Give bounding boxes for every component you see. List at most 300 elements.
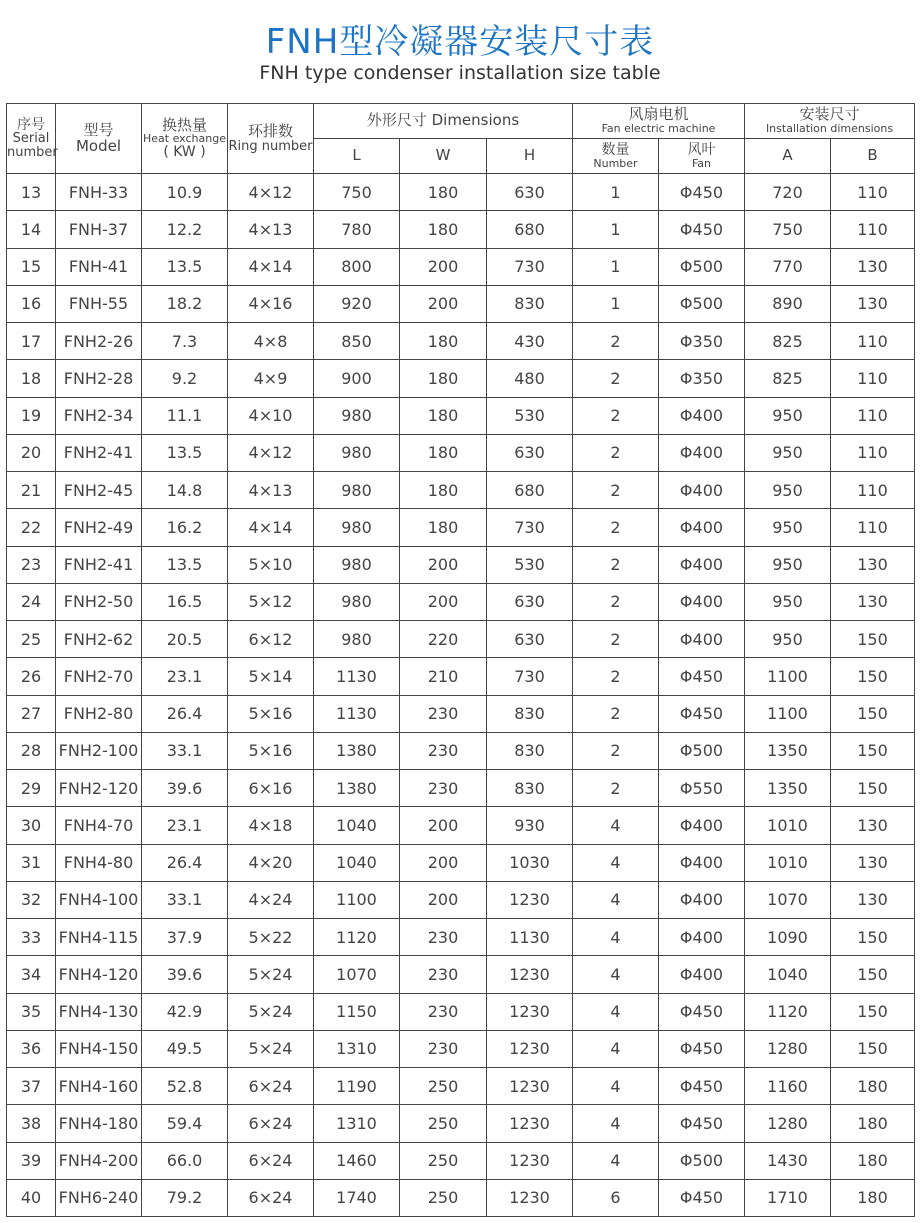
cell-model: FNH2-34 <box>56 397 142 434</box>
cell-ring: 4×10 <box>228 397 314 434</box>
cell-length: 980 <box>314 509 400 546</box>
cell-heat: 39.6 <box>142 956 228 993</box>
cell-ring: 4×13 <box>228 472 314 509</box>
cell-length: 1740 <box>314 1179 400 1216</box>
cell-width: 180 <box>400 397 487 434</box>
cell-model: FNH2-28 <box>56 360 142 397</box>
cell-height: 1230 <box>487 1142 573 1179</box>
cell-height: 1230 <box>487 993 573 1030</box>
header-heat-en: Heat exchange <box>143 132 226 146</box>
cell-ring: 4×13 <box>228 211 314 248</box>
cell-fan-count: 6 <box>573 1179 659 1216</box>
table-row <box>7 583 915 620</box>
cell-width: 200 <box>400 285 487 322</box>
cell-model: FNH4-70 <box>56 807 142 844</box>
cell-height: 830 <box>487 695 573 732</box>
cell-width: 230 <box>400 1030 487 1067</box>
cell-install-a: 950 <box>745 583 831 620</box>
cell-install-a: 1160 <box>745 1068 831 1105</box>
table-row <box>7 881 915 918</box>
cell-serial: 17 <box>7 323 56 360</box>
cell-ring: 5×16 <box>228 732 314 769</box>
cell-fan-blade: Φ450 <box>659 1105 745 1142</box>
cell-width: 180 <box>400 472 487 509</box>
cell-fan-blade: Φ400 <box>659 956 745 993</box>
cell-heat: 52.8 <box>142 1068 228 1105</box>
cell-install-a: 1350 <box>745 732 831 769</box>
cell-model: FNH4-80 <box>56 844 142 881</box>
cell-serial: 34 <box>7 956 56 993</box>
cell-height: 1230 <box>487 1179 573 1216</box>
header-install-cn: 安装尺寸 <box>799 105 860 124</box>
cell-model: FNH2-41 <box>56 434 142 471</box>
cell-length: 1040 <box>314 844 400 881</box>
cell-height: 730 <box>487 509 573 546</box>
cell-install-b: 130 <box>831 285 915 322</box>
cell-length: 1040 <box>314 807 400 844</box>
cell-install-b: 150 <box>831 732 915 769</box>
cell-serial: 27 <box>7 695 56 732</box>
cell-install-b: 180 <box>831 1105 915 1142</box>
cell-model: FNH2-45 <box>56 472 142 509</box>
cell-fan-blade: Φ450 <box>659 993 745 1030</box>
cell-heat: 10.9 <box>142 174 228 211</box>
cell-length: 1130 <box>314 695 400 732</box>
cell-length: 780 <box>314 211 400 248</box>
cell-heat: 42.9 <box>142 993 228 1030</box>
header-serial <box>7 104 56 174</box>
cell-install-a: 950 <box>745 509 831 546</box>
header-L-label: L <box>352 146 361 165</box>
cell-serial: 22 <box>7 509 56 546</box>
cell-height: 680 <box>487 211 573 248</box>
cell-serial: 19 <box>7 397 56 434</box>
cell-install-b: 130 <box>831 807 915 844</box>
table-row <box>7 285 915 322</box>
cell-heat: 16.5 <box>142 583 228 620</box>
table-row <box>7 919 915 956</box>
cell-fan-count: 1 <box>573 248 659 285</box>
cell-install-b: 180 <box>831 1142 915 1179</box>
cell-install-b: 180 <box>831 1068 915 1105</box>
cell-model: FNH4-150 <box>56 1030 142 1067</box>
table-row <box>7 807 915 844</box>
cell-install-a: 950 <box>745 472 831 509</box>
cell-model: FNH4-160 <box>56 1068 142 1105</box>
table-row <box>7 472 915 509</box>
cell-height: 630 <box>487 621 573 658</box>
cell-heat: 33.1 <box>142 881 228 918</box>
cell-fan-count: 2 <box>573 323 659 360</box>
cell-install-b: 130 <box>831 248 915 285</box>
cell-fan-blade: Φ550 <box>659 770 745 807</box>
header-install-en: Installation dimensions <box>765 122 894 136</box>
table-row <box>7 956 915 993</box>
cell-ring: 5×24 <box>228 993 314 1030</box>
table-row <box>7 1068 915 1105</box>
header-fan-cn: 风扇电机 <box>628 105 689 124</box>
cell-height: 430 <box>487 323 573 360</box>
table-row <box>7 360 915 397</box>
cell-fan-count: 2 <box>573 658 659 695</box>
cell-serial: 29 <box>7 770 56 807</box>
cell-model: FNH2-26 <box>56 323 142 360</box>
cell-heat: 26.4 <box>142 695 228 732</box>
cell-height: 630 <box>487 174 573 211</box>
cell-height: 1230 <box>487 881 573 918</box>
cell-model: FNH2-100 <box>56 732 142 769</box>
size-table <box>6 103 915 1217</box>
cell-serial: 31 <box>7 844 56 881</box>
cell-width: 230 <box>400 732 487 769</box>
cell-length: 1100 <box>314 881 400 918</box>
cell-length: 1380 <box>314 770 400 807</box>
header-model-en: Model <box>75 136 122 155</box>
cell-install-b: 130 <box>831 583 915 620</box>
cell-fan-count: 4 <box>573 993 659 1030</box>
cell-fan-count: 4 <box>573 1068 659 1105</box>
cell-heat: 39.6 <box>142 770 228 807</box>
header-model-cn: 型号 <box>83 120 114 139</box>
cell-serial: 23 <box>7 546 56 583</box>
cell-ring: 5×22 <box>228 919 314 956</box>
cell-ring: 4×12 <box>228 434 314 471</box>
cell-serial: 39 <box>7 1142 56 1179</box>
cell-ring: 5×24 <box>228 956 314 993</box>
cell-width: 180 <box>400 360 487 397</box>
cell-length: 850 <box>314 323 400 360</box>
header-ring-en: Ring number <box>228 138 313 154</box>
cell-width: 220 <box>400 621 487 658</box>
cell-height: 1230 <box>487 1030 573 1067</box>
header-serial-en1: Serial <box>12 131 50 147</box>
cell-model: FNH2-70 <box>56 658 142 695</box>
header-A-label: A <box>782 146 793 165</box>
cell-heat: 9.2 <box>142 360 228 397</box>
cell-install-a: 1710 <box>745 1179 831 1216</box>
cell-install-b: 130 <box>831 844 915 881</box>
cell-fan-blade: Φ500 <box>659 1142 745 1179</box>
cell-width: 180 <box>400 509 487 546</box>
cell-width: 230 <box>400 956 487 993</box>
cell-fan-blade: Φ450 <box>659 695 745 732</box>
cell-heat: 59.4 <box>142 1105 228 1142</box>
cell-ring: 4×14 <box>228 248 314 285</box>
cell-fan-blade: Φ450 <box>659 174 745 211</box>
cell-width: 230 <box>400 993 487 1030</box>
cell-serial: 36 <box>7 1030 56 1067</box>
cell-fan-blade: Φ450 <box>659 1068 745 1105</box>
cell-fan-count: 4 <box>573 1105 659 1142</box>
cell-fan-count: 2 <box>573 546 659 583</box>
table-row <box>7 993 915 1030</box>
cell-length: 980 <box>314 546 400 583</box>
cell-ring: 6×24 <box>228 1142 314 1179</box>
cell-model: FNH4-130 <box>56 993 142 1030</box>
cell-width: 200 <box>400 546 487 583</box>
cell-height: 1230 <box>487 1105 573 1142</box>
cell-width: 200 <box>400 844 487 881</box>
cell-ring: 4×24 <box>228 881 314 918</box>
cell-fan-blade: Φ450 <box>659 211 745 248</box>
table-row <box>7 211 915 248</box>
cell-height: 480 <box>487 360 573 397</box>
cell-height: 530 <box>487 546 573 583</box>
cell-height: 1030 <box>487 844 573 881</box>
cell-height: 1130 <box>487 919 573 956</box>
cell-fan-count: 4 <box>573 919 659 956</box>
cell-fan-blade: Φ350 <box>659 323 745 360</box>
cell-serial: 33 <box>7 919 56 956</box>
cell-install-a: 720 <box>745 174 831 211</box>
cell-install-a: 890 <box>745 285 831 322</box>
cell-height: 1230 <box>487 1068 573 1105</box>
cell-height: 830 <box>487 770 573 807</box>
header-fan-en: Fan electric machine <box>601 122 716 136</box>
cell-fan-blade: Φ400 <box>659 919 745 956</box>
cell-model: FNH2-50 <box>56 583 142 620</box>
cell-install-b: 110 <box>831 211 915 248</box>
cell-fan-blade: Φ350 <box>659 360 745 397</box>
cell-serial: 30 <box>7 807 56 844</box>
cell-fan-count: 1 <box>573 174 659 211</box>
cell-install-a: 950 <box>745 397 831 434</box>
cell-height: 830 <box>487 732 573 769</box>
cell-install-b: 110 <box>831 509 915 546</box>
cell-install-a: 950 <box>745 546 831 583</box>
cell-length: 900 <box>314 360 400 397</box>
cell-height: 530 <box>487 397 573 434</box>
cell-serial: 37 <box>7 1068 56 1105</box>
cell-fan-blade: Φ400 <box>659 509 745 546</box>
cell-heat: 12.2 <box>142 211 228 248</box>
cell-model: FNH2-41 <box>56 546 142 583</box>
cell-fan-count: 1 <box>573 211 659 248</box>
cell-install-b: 130 <box>831 546 915 583</box>
cell-install-a: 950 <box>745 621 831 658</box>
cell-serial: 32 <box>7 881 56 918</box>
cell-height: 830 <box>487 285 573 322</box>
table-row <box>7 732 915 769</box>
cell-serial: 16 <box>7 285 56 322</box>
cell-ring: 5×10 <box>228 546 314 583</box>
cell-fan-count: 4 <box>573 956 659 993</box>
cell-fan-count: 2 <box>573 770 659 807</box>
header-A <box>745 139 831 174</box>
header-heat <box>142 104 228 174</box>
cell-install-a: 1010 <box>745 807 831 844</box>
cell-install-b: 110 <box>831 323 915 360</box>
cell-heat: 13.5 <box>142 546 228 583</box>
table-row <box>7 1179 915 1216</box>
cell-heat: 14.8 <box>142 472 228 509</box>
cell-height: 630 <box>487 583 573 620</box>
cell-install-b: 150 <box>831 919 915 956</box>
cell-model: FNH4-200 <box>56 1142 142 1179</box>
cell-ring: 6×24 <box>228 1179 314 1216</box>
header-H-label: H <box>523 146 536 165</box>
cell-heat: 23.1 <box>142 807 228 844</box>
cell-install-a: 1430 <box>745 1142 831 1179</box>
cell-fan-blade: Φ500 <box>659 732 745 769</box>
table-row <box>7 658 915 695</box>
cell-length: 1120 <box>314 919 400 956</box>
cell-fan-count: 2 <box>573 583 659 620</box>
cell-ring: 6×16 <box>228 770 314 807</box>
cell-model: FNH2-80 <box>56 695 142 732</box>
cell-install-a: 1100 <box>745 695 831 732</box>
cell-install-b: 110 <box>831 174 915 211</box>
cell-ring: 6×24 <box>228 1068 314 1105</box>
cell-width: 180 <box>400 323 487 360</box>
cell-length: 1190 <box>314 1068 400 1105</box>
cell-serial: 26 <box>7 658 56 695</box>
cell-heat: 7.3 <box>142 323 228 360</box>
table-row <box>7 770 915 807</box>
table-row <box>7 397 915 434</box>
cell-heat: 66.0 <box>142 1142 228 1179</box>
header-blade <box>659 139 745 174</box>
cell-install-b: 150 <box>831 770 915 807</box>
cell-install-a: 1100 <box>745 658 831 695</box>
cell-heat: 49.5 <box>142 1030 228 1067</box>
cell-model: FNH2-120 <box>56 770 142 807</box>
header-B <box>831 139 915 174</box>
cell-fan-count: 2 <box>573 472 659 509</box>
cell-install-a: 1280 <box>745 1105 831 1142</box>
cell-height: 630 <box>487 434 573 471</box>
header-model <box>56 104 142 174</box>
cell-fan-blade: Φ400 <box>659 807 745 844</box>
cell-fan-count: 4 <box>573 807 659 844</box>
cell-serial: 38 <box>7 1105 56 1142</box>
cell-fan-count: 2 <box>573 621 659 658</box>
cell-width: 230 <box>400 919 487 956</box>
header-install <box>745 104 915 139</box>
cell-height: 930 <box>487 807 573 844</box>
header-fan-motor <box>573 104 745 139</box>
cell-heat: 79.2 <box>142 1179 228 1216</box>
cell-model: FNH-37 <box>56 211 142 248</box>
cell-heat: 37.9 <box>142 919 228 956</box>
cell-fan-blade: Φ500 <box>659 248 745 285</box>
cell-length: 750 <box>314 174 400 211</box>
cell-install-b: 150 <box>831 1030 915 1067</box>
cell-install-b: 180 <box>831 1179 915 1216</box>
cell-install-b: 150 <box>831 993 915 1030</box>
cell-install-a: 1120 <box>745 993 831 1030</box>
cell-install-b: 150 <box>831 695 915 732</box>
cell-ring: 5×14 <box>228 658 314 695</box>
cell-model: FNH4-115 <box>56 919 142 956</box>
cell-width: 230 <box>400 770 487 807</box>
cell-width: 250 <box>400 1142 487 1179</box>
cell-ring: 6×12 <box>228 621 314 658</box>
cell-fan-count: 4 <box>573 1030 659 1067</box>
cell-ring: 5×24 <box>228 1030 314 1067</box>
cell-width: 200 <box>400 248 487 285</box>
cell-install-b: 150 <box>831 658 915 695</box>
cell-fan-blade: Φ400 <box>659 434 745 471</box>
cell-ring: 5×12 <box>228 583 314 620</box>
cell-heat: 18.2 <box>142 285 228 322</box>
cell-install-a: 1040 <box>745 956 831 993</box>
table-row <box>7 509 915 546</box>
table-row <box>7 323 915 360</box>
cell-install-b: 110 <box>831 360 915 397</box>
cell-length: 920 <box>314 285 400 322</box>
table-row <box>7 844 915 881</box>
cell-fan-blade: Φ450 <box>659 1179 745 1216</box>
cell-fan-blade: Φ400 <box>659 546 745 583</box>
cell-width: 250 <box>400 1105 487 1142</box>
cell-width: 180 <box>400 174 487 211</box>
cell-width: 200 <box>400 807 487 844</box>
header-serial-cn: 序号 <box>17 116 45 133</box>
table-row <box>7 434 915 471</box>
cell-install-b: 110 <box>831 472 915 509</box>
cell-length: 1310 <box>314 1105 400 1142</box>
cell-height: 730 <box>487 248 573 285</box>
cell-model: FNH-41 <box>56 248 142 285</box>
cell-model: FNH2-62 <box>56 621 142 658</box>
cell-width: 250 <box>400 1068 487 1105</box>
cell-fan-count: 2 <box>573 732 659 769</box>
cell-install-a: 950 <box>745 434 831 471</box>
header-heat-unit: ( KW ) <box>163 143 206 160</box>
cell-width: 180 <box>400 434 487 471</box>
cell-model: FNH4-120 <box>56 956 142 993</box>
table-row <box>7 174 915 211</box>
cell-install-b: 150 <box>831 621 915 658</box>
cell-heat: 26.4 <box>142 844 228 881</box>
page-title: FNH型冷凝器安装尺寸表 <box>265 22 655 62</box>
cell-heat: 23.1 <box>142 658 228 695</box>
cell-heat: 11.1 <box>142 397 228 434</box>
cell-length: 1460 <box>314 1142 400 1179</box>
cell-install-a: 770 <box>745 248 831 285</box>
cell-ring: 4×20 <box>228 844 314 881</box>
cell-width: 230 <box>400 695 487 732</box>
table-row <box>7 1142 915 1179</box>
cell-ring: 4×12 <box>228 174 314 211</box>
header-H <box>487 139 573 174</box>
cell-width: 200 <box>400 881 487 918</box>
cell-length: 980 <box>314 621 400 658</box>
cell-heat: 16.2 <box>142 509 228 546</box>
cell-heat: 13.5 <box>142 434 228 471</box>
cell-install-b: 110 <box>831 397 915 434</box>
cell-ring: 4×8 <box>228 323 314 360</box>
cell-serial: 18 <box>7 360 56 397</box>
cell-ring: 4×9 <box>228 360 314 397</box>
header-blade-cn: 风叶 <box>687 141 716 158</box>
header-W-label: W <box>435 146 451 165</box>
header-W <box>400 139 487 174</box>
cell-ring: 4×16 <box>228 285 314 322</box>
cell-heat: 13.5 <box>142 248 228 285</box>
cell-length: 1380 <box>314 732 400 769</box>
header-dimensions <box>314 104 573 139</box>
cell-model: FNH2-49 <box>56 509 142 546</box>
cell-serial: 13 <box>7 174 56 211</box>
cell-model: FNH4-100 <box>56 881 142 918</box>
cell-model: FNH-55 <box>56 285 142 322</box>
cell-length: 980 <box>314 397 400 434</box>
header-number-en: Number <box>593 156 638 170</box>
cell-fan-blade: Φ400 <box>659 881 745 918</box>
cell-fan-blade: Φ500 <box>659 285 745 322</box>
